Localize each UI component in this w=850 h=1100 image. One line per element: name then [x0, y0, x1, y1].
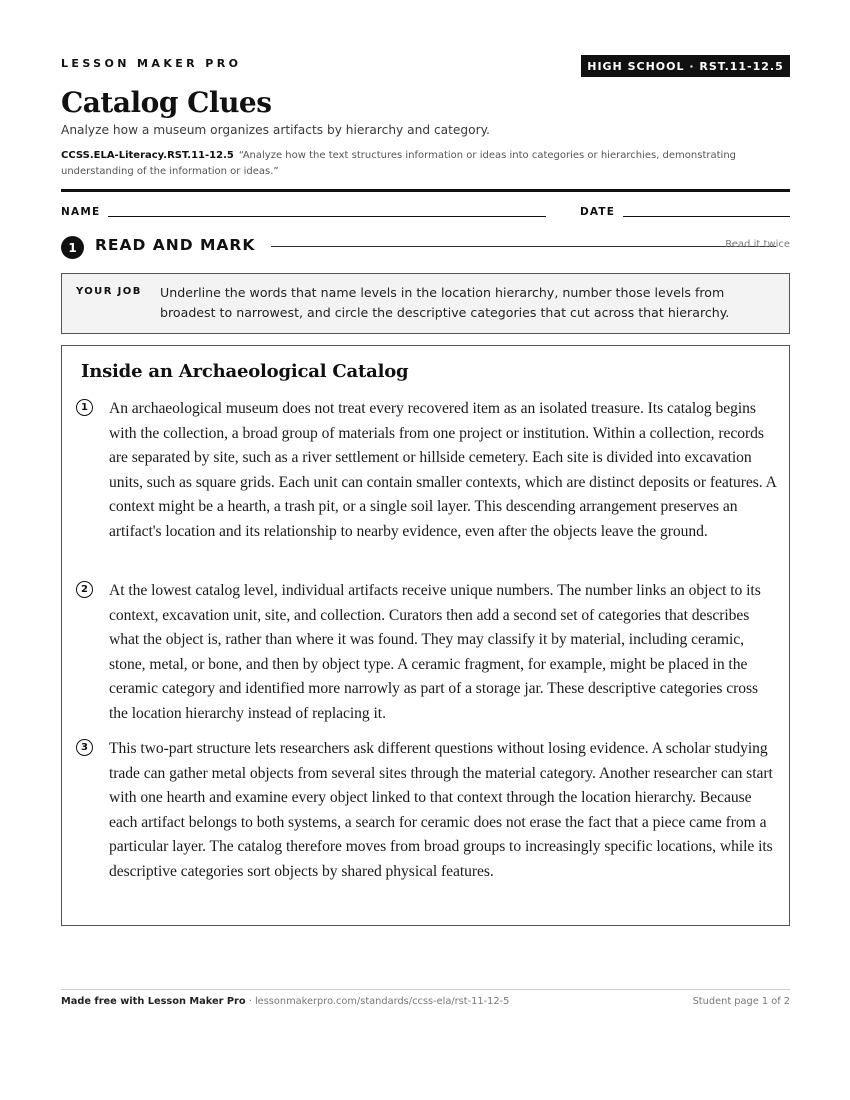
footer-url[interactable]: · lessonmakerpro.com/standards/ccss-ela/rst-11-12-5 — [245, 996, 510, 1007]
date-field-line[interactable] — [623, 216, 790, 217]
reading-passage-box — [61, 345, 790, 926]
header-divider — [61, 189, 790, 192]
paragraph-number-badge: 3 — [76, 739, 93, 756]
section-rule — [271, 246, 776, 247]
footer-made-with: Made free with Lesson Maker Pro — [61, 996, 246, 1007]
passage-title: Inside an Archaeological Catalog — [81, 361, 409, 382]
paragraph-text: An archaeological museum does not treat every recovered item as an isolated treasure. Its catalog begins with the collection, a broad group of materials from one project or institution. Within a collection, records are separated by site, such as a river settlement or hillside cemetery. Each site is divided into excavation units, such as square grids. Each unit can contain smaller contexts, which are distinct deposits or features. A context might be a hearth, a trash pit, or a single soil layer. This descending arrangement preserves an artifact's location and its relationship to nearby evidence, even after the objects leave the ground. — [109, 400, 776, 540]
brand-name: LESSON MAKER PRO — [61, 57, 242, 70]
paragraph-number-badge: 2 — [76, 581, 93, 598]
standard-text: “Analyze how the text structures information or ideas into categories or hierarchies, demonstrating understanding of the information or ideas.” — [61, 150, 737, 177]
standard-statement — [61, 148, 790, 180]
section-note: Read it twice — [725, 239, 790, 250]
paragraph-number-badge: 1 — [76, 399, 93, 416]
instructions-text: Underline the words that name levels in the location hierarchy, number those levels from broadest to narrowest, and circle the descriptive categories that cut across that hierarchy. — [160, 285, 730, 320]
section-title: READ AND MARK — [95, 236, 256, 254]
name-label: NAME — [61, 206, 101, 218]
page-title: Catalog Clues — [61, 86, 272, 119]
standard-code: CCSS.ELA-Literacy.RST.11-12.5 — [61, 150, 234, 161]
paragraph-text: At the lowest catalog level, individual artifacts receive unique numbers. The number links an object to its context, excavation unit, site, and collection. Curators then add a second set of categories that describes what the object is, rather than where it was found. They may classify it by material, including ceramic, stone, metal, or bone, and then by object type. A ceramic fragment, for example, might be placed in the ceramic category and identified more narrowly as part of a storage jar. These descriptive categories cross the location hierarchy instead of replacing it. — [109, 582, 761, 722]
instructions-label: YOUR JOB — [76, 286, 142, 297]
footer-credit — [61, 996, 509, 1007]
footer-divider — [61, 989, 790, 990]
date-label: DATE — [580, 206, 616, 218]
grade-badge: HIGH SCHOOL · RST.11-12.5 — [581, 55, 790, 77]
name-field-line[interactable] — [108, 216, 546, 217]
paragraph-text: This two-part structure lets researchers ask different questions without losing evidence. A scholar studying trade can gather metal objects from several sites through the material category. Another researcher can start with one hearth and examine every object linked to that context through the location hierarchy. Because each artifact belongs to both systems, a search for ceramic does not erase the fact that a piece came from a particular layer. The catalog therefore moves from broad groups to increasingly specific locations, while its descriptive categories sort objects by shared physical features. — [109, 740, 773, 880]
footer-page-number: Student page 1 of 2 — [692, 996, 790, 1007]
instructions-box — [61, 273, 790, 334]
section-number-badge: 1 — [61, 236, 84, 259]
page-subtitle: Analyze how a museum organizes artifacts by hierarchy and category. — [61, 123, 490, 137]
